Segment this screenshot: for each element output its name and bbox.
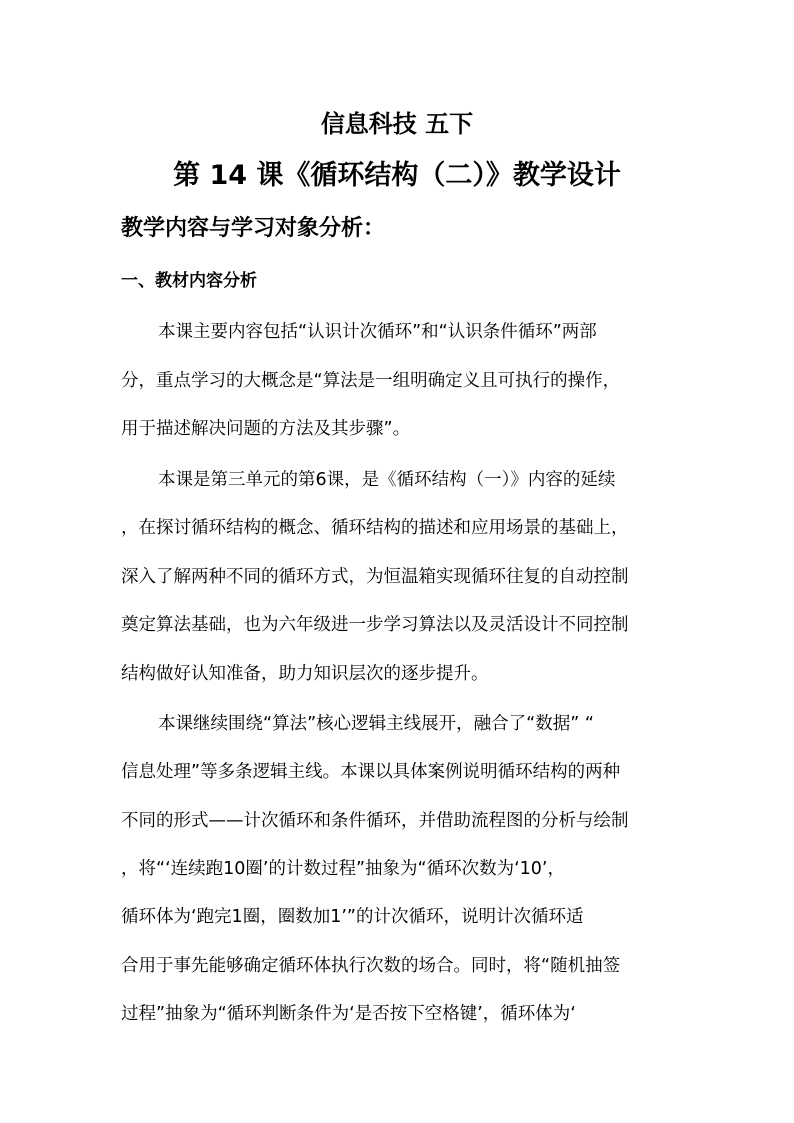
sub-heading: 一、教材内容分析 xyxy=(121,271,257,291)
paragraph-line: 本课是第三单元的第6课，是《循环结构（一）》内容的延续 xyxy=(158,470,616,490)
paragraph-line: 深入了解两种不同的循环方式，为恒温箱实现循环往复的自动控制 xyxy=(121,567,629,587)
section-heading: 教学内容与学习对象分析： xyxy=(121,216,386,241)
paragraph-line: 不同的形式——计次循环和条件循环，并借助流程图的分析与绘制 xyxy=(121,811,629,831)
paragraph-line: ，在探讨循环结构的概念、循环结构的描述和应用场景的基础上， xyxy=(121,518,629,538)
paragraph-line: 信息处理”等多条逻辑主线。本课以具体案例说明循环结构的两种 xyxy=(121,762,621,782)
paragraph-line: ，将“‘连续跑10圈’的计数过程”抽象为“循环次数为‘10’， xyxy=(121,859,565,879)
paragraph-line: 奠定算法基础，也为六年级进一步学习算法以及灵活设计不同控制 xyxy=(121,615,629,635)
paragraph-line: 本课继续围绕“算法”核心逻辑主线展开，融合了“数据” “ xyxy=(158,714,594,734)
paragraph-line: 用于描述解决问题的方法及其步骤”。 xyxy=(121,419,411,439)
paragraph-line: 合用于事先能够确定循环体执行次数的场合。同时，将“随机抽签 xyxy=(121,956,621,976)
paragraph-line: 循环体为‘跑完1圈，圈数加1’”的计次循环，说明计次循环适 xyxy=(121,907,584,927)
document-title-lesson: 第 14 课《循环结构（二）》教学设计 xyxy=(173,160,621,191)
document-title-subject: 信息科技 五下 xyxy=(320,110,474,138)
paragraph-line: 本课主要内容包括“认识计次循环”和“认识条件循环”两部 xyxy=(158,322,597,342)
paragraph-line: 过程”抽象为“循环判断条件为‘是否按下空格键’，循环体为‘ xyxy=(121,1004,576,1024)
paragraph-line: 分，重点学习的大概念是“算法是一组明确定义且可执行的操作， xyxy=(121,371,621,391)
paragraph-line: 结构做好认知准备，助力知识层次的逐步提升。 xyxy=(121,664,489,684)
